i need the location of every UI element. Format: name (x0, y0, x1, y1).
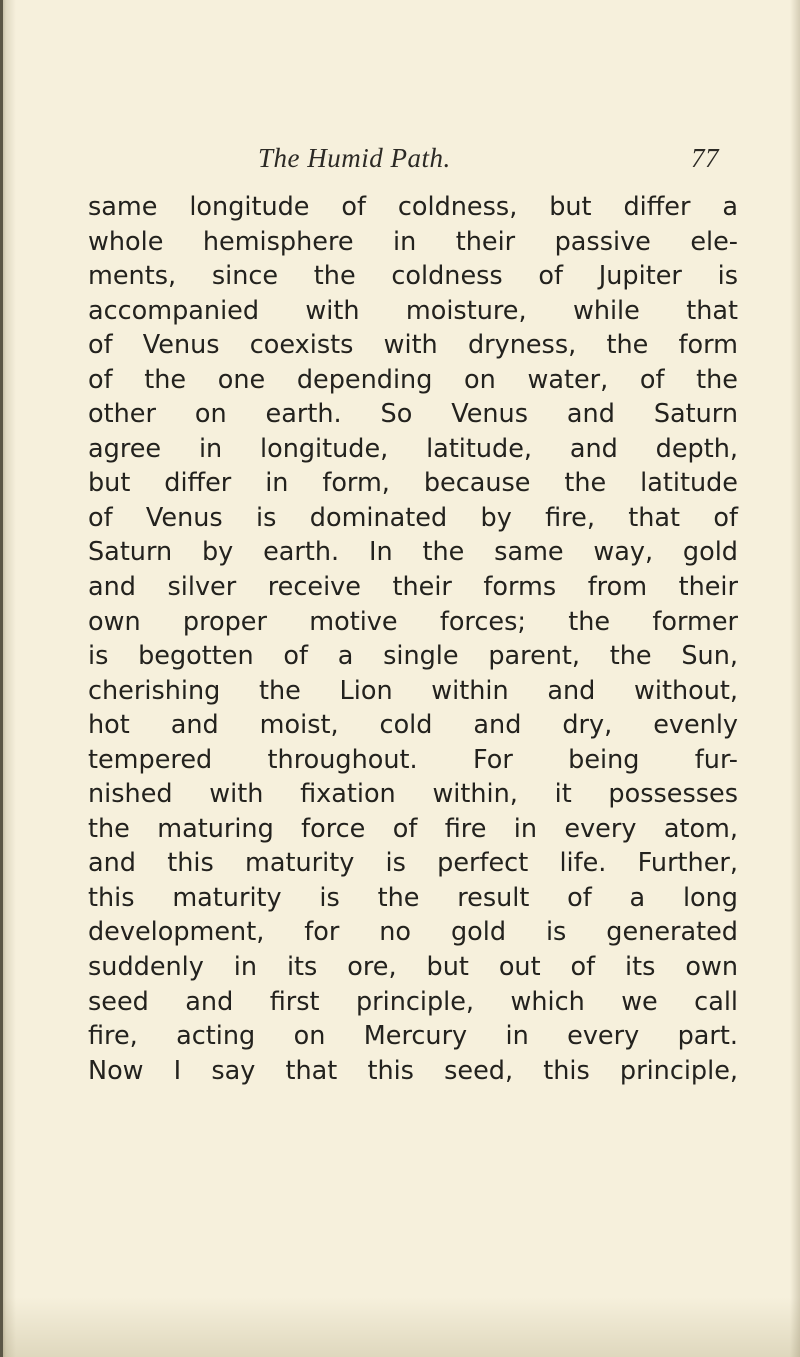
running-title: The Humid Path. (258, 143, 451, 173)
text-line: development, for no gold is generated (88, 917, 738, 948)
text-line: ments, since the coldness of Jupiter is (88, 261, 738, 292)
text-line: hot and moist, cold and dry, evenly (88, 710, 738, 741)
text-line: of Venus is dominated by fire, that of (88, 502, 738, 533)
text-line: same longitude of coldness, but differ a (88, 192, 738, 222)
text-line: this maturity is the result of a long (88, 882, 738, 913)
text-line: the maturing force of fire in every atom, (88, 813, 738, 844)
text-line: is begotten of a single parent, the Sun, (88, 641, 738, 672)
text-line: fire, acting on Mercury in every part. (88, 1021, 738, 1052)
text-line: of the one depending on water, of the (88, 364, 738, 395)
page-number: 77 (691, 143, 719, 173)
text-line: own proper motive forces; the former (88, 606, 738, 637)
text-line: tempered throughout. For being fur- (88, 744, 738, 775)
text-line: and silver receive their forms from their (88, 572, 738, 603)
text-line: whole hemisphere in their passive ele- (88, 226, 738, 257)
text-line: and this maturity is perfect life. Further, (88, 848, 738, 879)
text-line: Saturn by earth. In the same way, gold (88, 537, 738, 568)
running-head (258, 143, 738, 183)
text-line: Now I say that this seed, this principle, (88, 1055, 738, 1086)
text-line: of Venus coexists with dryness, the form (88, 330, 738, 361)
text-line: seed and first principle, which we call (88, 986, 738, 1017)
text-line: other on earth. So Venus and Saturn (88, 399, 738, 430)
body-text (88, 190, 738, 1088)
text-line: nished with fixation within, it possesses (88, 779, 738, 810)
text-line: agree in longitude, latitude, and depth, (88, 433, 738, 464)
binding-gutter (0, 0, 3, 1357)
text-line: accompanied with moisture, while that (88, 295, 738, 326)
text-line: suddenly in its ore, but out of its own (88, 952, 738, 983)
text-line: but differ in form, because the latitude (88, 468, 738, 499)
text-line: cherishing the Lion within and without, (88, 675, 738, 706)
